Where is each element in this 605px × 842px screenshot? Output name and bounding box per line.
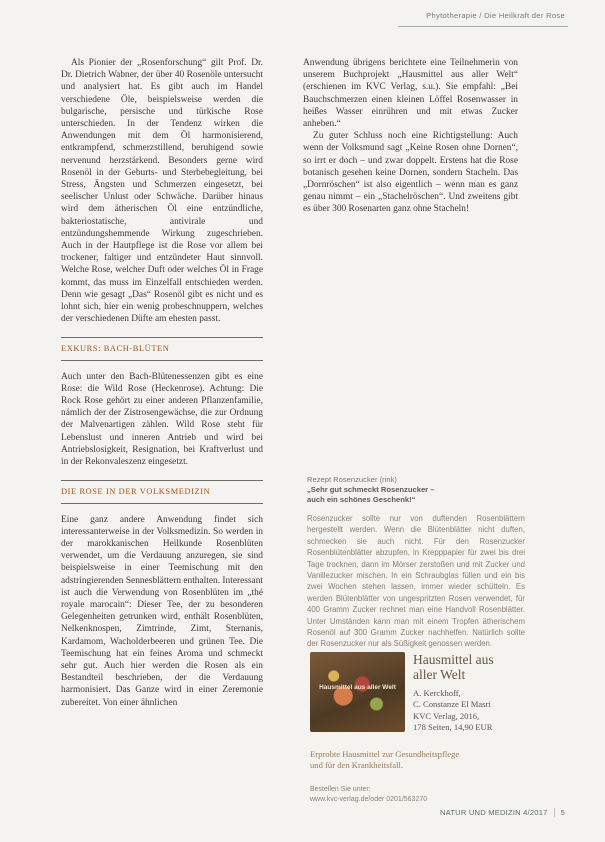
- recipe-body: Rosenzucker sollte nur von duftenden Rosenblättern hergestellt werden. Wenn die Blütenblätter nicht duften, schmecken sie auch nicht. Für den Rosenzucker Rosenblütenblätter abzupfen, in Krepppapier für zwei bis drei Tage trocknen, dann im Mörser zerstoßen und mit Zucker und Vanillezucker mischen. In ein Schraubglas füllen und ein bis zwei Wochen stehen lassen, immer wieder schütteln. Es werden Blütenblätter von ungespritzten Rosen verwendet, für 400 Gramm Zucker rechnet man eine Handvoll Rosenblätter. Unter Umständen kann man mit einem Tropfen ätherischem Rosenöl auf 300 Gramm Zucker nachhelfen. Natürlich sollte der Rosenzucker nur als Süßigkeit genossen werden.: [307, 514, 525, 649]
- right-paragraph-2: Zu guter Schluss noch eine Richtigstellung: Auch wenn der Volksmund sagt „Keine Rosen ohne Dornen“, so irrt er doch – und zwar doppelt. Erstens hat die Rose botanisch gesehen keine Dornen, sondern Stacheln. Das „Dornröschen“ ist also eigentlich – wenn man es ganz genau nimmt – ein „Stachelröschen“. Und zweitens gibt es über 300 Rosenarten ganz ohne Stacheln!: [303, 131, 518, 215]
- book-description-line-1: Erprobte Hausmittel zur Gesundheitspflege: [310, 749, 460, 759]
- running-header: Phytotherapie / Die Heilkraft der Rose: [426, 11, 565, 20]
- right-column: [303, 57, 518, 216]
- volksmedizin-paragraph: Eine ganz andere Anwendung findet sich interessanterweise in der Volksmedizin. So werden in der marokkanischen Heilkunde Rosenblüten verwendet, um die Verdauung anzuregen, sie sind beispielsweise in einer Teemischung mit den adstringierenden Sennesblättern enthalten. Interessant ist auch die Verwendung von Rosenblüten im „thé royale marocain“: Dieser Tee, der zu besonderen Gelegenheiten getrunken wird, enthält Rosenblüten, Nelkenknospen, Zimtrinde, Zimt, Sternanis, Kardamom, Wacholderbeeren und grünen Tee. Die Teemischung hat ein feines Aroma und schmeckt sehr gut. Auch hier werden die Rosen als ein Bestandteil beschrieben, der die Verdauung harmonisiert. Das Ganze wird in einer Zeremonie zubereitet. Von einer ähnlichen: [61, 514, 264, 708]
- section-heading-volksmedizin: DIE ROSE IN DER VOLKSMEDIZIN: [61, 480, 263, 503]
- recipe-subtitle: [307, 485, 525, 505]
- book-cover-image: [310, 652, 405, 732]
- book-title-line-2: aller Welt: [413, 667, 466, 682]
- header-rule: [398, 26, 568, 27]
- bach-blueten-paragraph: Auch unter den Bach-Blütenessenzen gibt es eine Rose: die Wild Rose (Heckenrose). Achtung: Die Rock Rose gehört zu einer anderen Pflanzenfamilie, nämlich der der Zistrosengewächse, die zur Ordnung der Malvenartigen zählen. Wild Rose steht für Lebenslust und inneren Antrieb und wird bei Antriebslosigkeit, Resignation, bei Kraftverlust und in der Rekonvaleszenz eingesetzt.: [61, 371, 263, 468]
- section-heading-bach-blueten: EXKURS: BACH-BLÜTEN: [61, 337, 263, 360]
- book-meta: [413, 688, 493, 734]
- recipe-subtitle-line-2: auch ein schönes Geschenk!“: [307, 495, 416, 504]
- footer-magazine: NATUR UND MEDIZIN 4/2017: [439, 808, 548, 817]
- left-column: [61, 57, 263, 709]
- book-title: [413, 652, 528, 682]
- book-title-line-1: Hausmittel aus: [413, 652, 494, 667]
- book-author-2: C. Constanze El Masri: [413, 699, 491, 710]
- recipe-subtitle-line-1: „Sehr gut schmeckt Rosenzucker –: [307, 485, 435, 494]
- book-order-info: [310, 785, 525, 804]
- book-description-line-2: und für den Krankheitsfall.: [310, 760, 404, 770]
- book-order-link[interactable]: www.kvc-verlag.de/oder 0201/563270: [310, 795, 428, 803]
- page-number: 5: [554, 808, 565, 817]
- page-footer: [440, 808, 565, 817]
- recipe-sidebar: [307, 475, 525, 649]
- book-details: 178 Seiten, 14,90 EUR: [413, 722, 493, 733]
- intro-paragraph: Als Pionier der „Rosenforschung“ gilt Prof. Dr. Dr. Dietrich Wabner, der über 40 Rosenöle untersucht und analysiert hat. Es gibt auch im Handel verschiedene Öle, beispielsweise werden die bulgarische, persische und türkische Rose unterschieden. In der Tendenz wirken die Anwendungen mit dem Öl harmonisierend, entkrampfend, schmerzstillend, beruhigend sowie nervenund herzstärkend. Besonders gerne wird Rosenöl in der Geburts- und Sterbebegleitung, bei Stress, Ängsten und Schmerzen eingesetzt, bei seelischer Unlust oder Schwäche. Darüber hinaus wird dem ätherischen Öl eine entzündliche, bakteriostatische, antivirale und entzündungshemmende Wirkung zugeschrieben. Auch in der Hautpflege ist die Rose vor allem bei trockener, faltiger und entzündeter Haut sinnvoll. Welche Rose, welcher Duft oder welches Öl in Frage kommt, das muss im Einzelfall entschieden werden. Denn wie gesagt „Das“ Rosenöl gibt es nicht und es lohnt sich, hier ein wenig probeschnuppern, welches der verschiedenen Düfte am ehesten passt.: [61, 58, 263, 325]
- right-paragraph-1: Anwendung übrigens berichtete eine Teilnehmerin von unserem Buchprojekt „Hausmittel aus aller Welt“ (erschienen im KVC Verlag, s.u.). Sie empfahl: „Bei Bauchschmerzen einen kleinen Löffel Rosenwasser in heißes Wasser einrühren und mit etwas Zucker anheben.“: [303, 58, 518, 130]
- book-author-1: A. Kerckhoff,: [413, 688, 461, 698]
- book-order-label: Bestellen Sie unter:: [310, 786, 371, 793]
- book-cover-title: Hausmittel aus aller Welt: [319, 684, 396, 691]
- recipe-tag: Rezept Rosenzucker (rink): [307, 475, 397, 484]
- book-box: [310, 652, 522, 742]
- book-description: [310, 749, 525, 771]
- book-publisher: KVC Verlag, 2016,: [413, 710, 480, 721]
